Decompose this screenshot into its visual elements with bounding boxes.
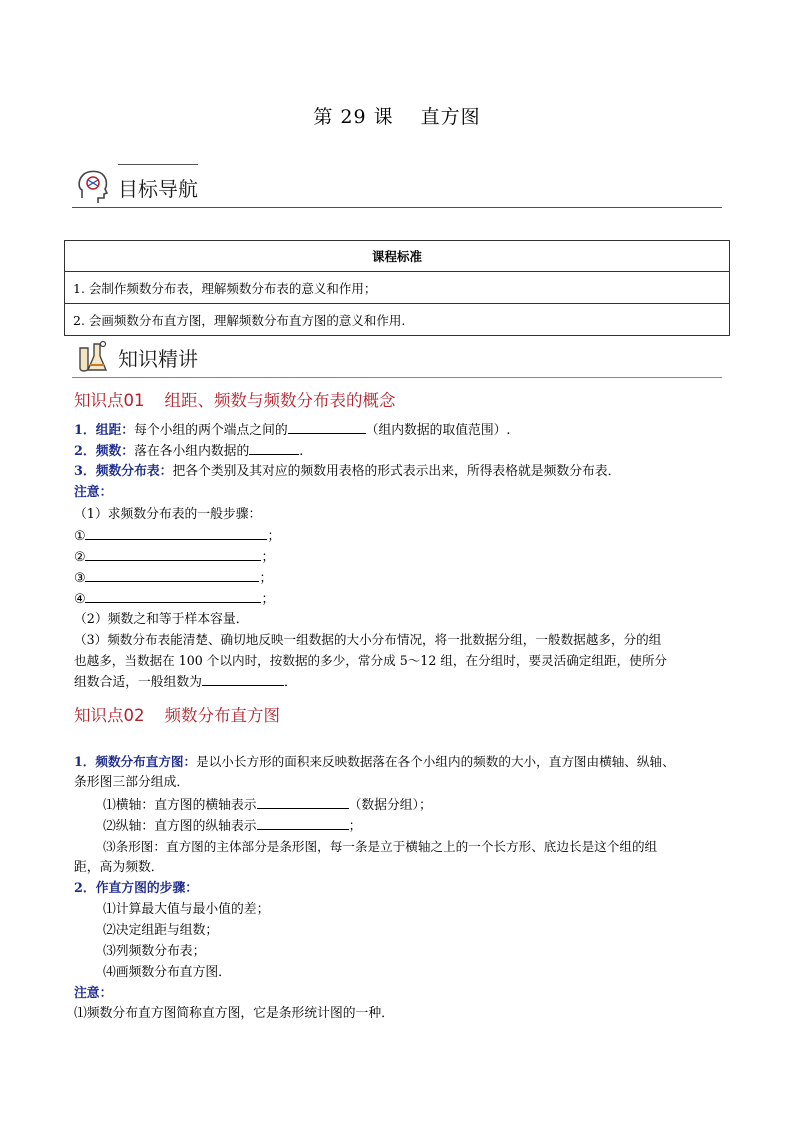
kp2-item2: 2．作直方图的步骤：	[74, 881, 199, 896]
head-brain-icon	[74, 168, 112, 206]
table-row: 1. 会制作频数分布表，理解频数分布表的意义和作用；	[65, 272, 730, 304]
section-knowledge-header	[72, 338, 722, 378]
fill-blank[interactable]	[85, 526, 267, 540]
kp1-note-label: 注意：	[74, 485, 113, 500]
kp2-note1: ⑴频数分布直方图简称直方图，它是条形统计图的一种．	[74, 1006, 394, 1021]
kp2-step: ⑵决定组距与组数；	[103, 923, 219, 938]
kp1-item3: 3．频数分布表：把各个类别及其对应的频数用表格的形式表示出来，所得表格就是频数分布表．	[74, 464, 621, 479]
section-goal-header	[72, 168, 722, 208]
kp1-note3-line3: 组数合适，一般组数为 ．	[74, 672, 297, 693]
kp2-item1-line2: 条形图三部分组成．	[74, 775, 190, 790]
kp1-note3-line2: 也越多，当数据在 100 个以内时，按数据的多少，常分成 5～12 组，在分组时，要灵活确定组距，使所分	[74, 653, 668, 668]
kp2-step: ⑶列频数分布表；	[103, 944, 206, 959]
fill-blank[interactable]	[257, 816, 349, 830]
fill-blank[interactable]	[249, 441, 299, 455]
fill-blank[interactable]	[288, 420, 366, 434]
fill-blank[interactable]	[85, 547, 261, 561]
kp2-sub3-line1: ⑶条形图：直方图的主体部分是条形图，每一条是立于横轴之上的一个长方形、底边长是这个组的组	[103, 839, 658, 854]
kp1-step: ① ；	[74, 526, 280, 547]
kp2-title: 频数分布直方图	[164, 706, 280, 725]
fill-blank[interactable]	[85, 568, 259, 582]
kp1-note1: （1）求频数分布表的一般步骤：	[74, 507, 262, 522]
kp1-step: ③ ；	[74, 568, 272, 589]
kp1-step: ④ ；	[74, 589, 274, 610]
kp1-note3-line1: （3）频数分布表能清楚、确切地反映一组数据的大小分布情况，将一批数据分组，一般数据越多，分的组	[74, 632, 662, 647]
section-knowledge-title: 知识精讲	[118, 347, 198, 371]
table-header: 课程标准	[65, 241, 730, 272]
section-goal-title: 目标导航	[118, 177, 198, 201]
flask-icon	[74, 338, 112, 376]
kp1-number: 知识点01	[74, 391, 145, 410]
kp2-sub1: ⑴横轴：直方图的横轴表示 （数据分组）；	[103, 795, 432, 816]
fill-blank[interactable]	[202, 672, 284, 686]
table-row: 2. 会画频数分布直方图，理解频数分布直方图的意义和作用.	[65, 304, 730, 336]
kp2-step: ⑴计算最大值与最小值的差；	[103, 902, 270, 917]
kp2-sub3-line2: 距，高为频数．	[74, 860, 164, 875]
kp2-heading	[74, 702, 280, 726]
kp2-step: ⑷画频数分布直方图．	[103, 965, 231, 980]
kp2-item1-line1: 1．频数分布直方图：是以小长方形的面积来反映数据落在各个小组内的频数的大小，直方图由横轴、纵轴、	[74, 754, 675, 769]
kp1-heading	[74, 387, 396, 411]
kp2-number: 知识点02	[74, 706, 145, 725]
fill-blank[interactable]	[257, 795, 349, 809]
curriculum-standards-table	[64, 240, 730, 336]
kp1-step: ② ；	[74, 547, 274, 568]
kp2-sub2: ⑵纵轴：直方图的纵轴表示 ；	[103, 816, 361, 837]
kp2-note-label: 注意：	[74, 986, 113, 1001]
kp1-item1: 1．组距：每个小组的两个端点之间的 （组内数据的取值范围）.	[74, 420, 511, 441]
fill-blank[interactable]	[85, 589, 261, 603]
kp1-item2: 2．频数：落在各小组内数据的 .	[74, 441, 303, 462]
kp1-note2: （2）频数之和等于样本容量．	[74, 612, 249, 627]
page-title: 第 29 课 直方图	[313, 106, 481, 128]
kp1-title: 组距、频数与频数分布表的概念	[164, 391, 396, 410]
